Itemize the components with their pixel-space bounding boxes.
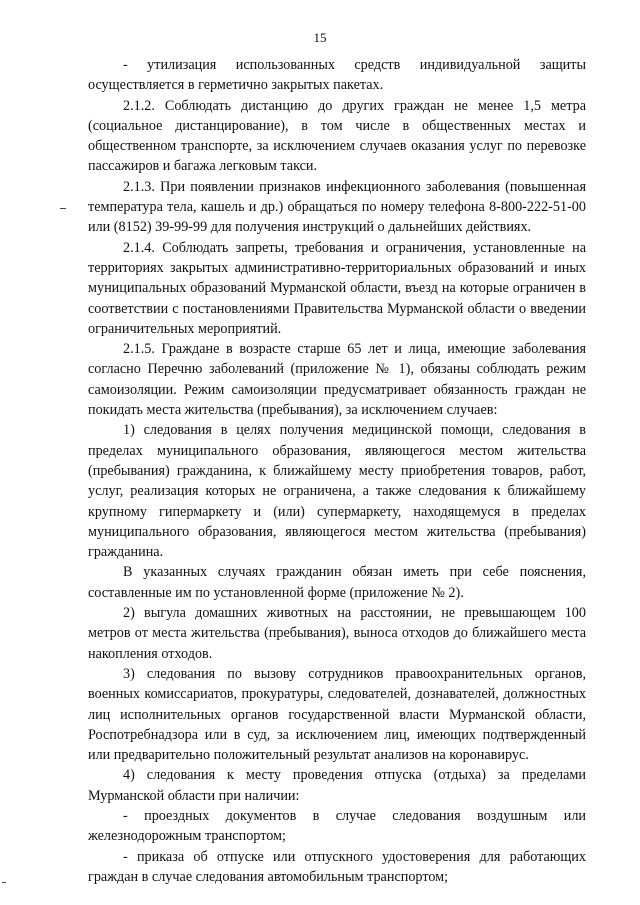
paragraph-vacation-order: - приказа об отпуске или отпускного удостоверения для работающих граждан в случае следования автомобильным транспортом; <box>88 848 586 885</box>
paragraph-item-2: 2) выгула домашних животных на расстоянии, не превышающем 100 метров от места жительства (пребывания), выноса отходов до ближайшего места накопления отходов. <box>88 605 586 662</box>
paragraph-item-1: 1) следования в целях получения медицинской помощи, следования в пределах муниципального образования, являющегося местом жительства (пребывания) гражданина, к ближайшему месту приобретения товаров, работ, услуг, реализация которых не ограничена, а также следования к ближайшему крупному гипермаркету и (или) супермаркету, находящемуся в пределах муниципального образования, являющегося местом жительства (пребывания) гражданина. <box>88 422 586 561</box>
scan-mark <box>2 882 6 883</box>
paragraph-2-1-4: 2.1.4. Соблюдать запреты, требования и ограничения, установленные на территориях закрытых административно-территориальных образований и иных муниципальных образований Мурманской области, въезд на которые ограничен в соответствии с постановлениями Правительства Мурманской области о введении ограничительных мероприятий. <box>88 239 586 337</box>
paragraph-item-4: 4) следования к месту проведения отпуска (отдыха) за пределами Мурманской области при наличии: <box>88 767 586 804</box>
paragraph-travel-documents: - проездных документов в случае следования воздушным или железнодорожным транспортом; <box>88 807 586 845</box>
scan-mark <box>60 208 66 209</box>
paragraph-2-1-2: 2.1.2. Соблюдать дистанцию до других граждан не менее 1,5 метра (социальное дистанцирование), в том числе в общественных местах и общественном транспорте, за исключением случаев оказания услуг по перевозке пассажиров и багажа легковым такси. <box>88 97 586 175</box>
paragraph-2-1-5: 2.1.5. Граждане в возрасте старше 65 лет и лица, имеющие заболевания согласно Перечню заболеваний (приложение № 1), обязаны соблюдать режим самоизоляции. Режим самоизоляции предусматривает обязанность граждан не покидать места жительства (пребывания), за исключением случаев: <box>88 341 586 419</box>
paragraph-ppe-disposal: - утилизация использованных средств индивидуальной защиты осуществляется в герметично закрытых пакетах. <box>88 57 586 94</box>
paragraph-2-1-3: 2.1.3. При появлении признаков инфекционного заболевания (повышенная температура тела, кашель и др.) обращаться по номеру телефона 8-800-222-51-00 или (8152) 39-99-99 для получения инструкций о дальнейших действиях. <box>88 178 586 236</box>
document-body <box>88 55 586 887</box>
page-number: 15 <box>313 30 327 45</box>
paragraph-explanation-note: В указанных случаях гражданин обязан иметь при себе пояснения, составленные им по установленной форме (приложение № 2). <box>88 564 586 601</box>
paragraph-item-3: 3) следования по вызову сотрудников правоохранительных органов, военных комиссариатов, прокуратуры, следователей, дознавателей, должностных лиц исполнительных органов государственной власти Мурманской области, Роспотребнадзора или в суд, за исключением лиц, имеющих подтвержденный или предварительно положительный результат анализов на коронавирус. <box>88 665 586 764</box>
